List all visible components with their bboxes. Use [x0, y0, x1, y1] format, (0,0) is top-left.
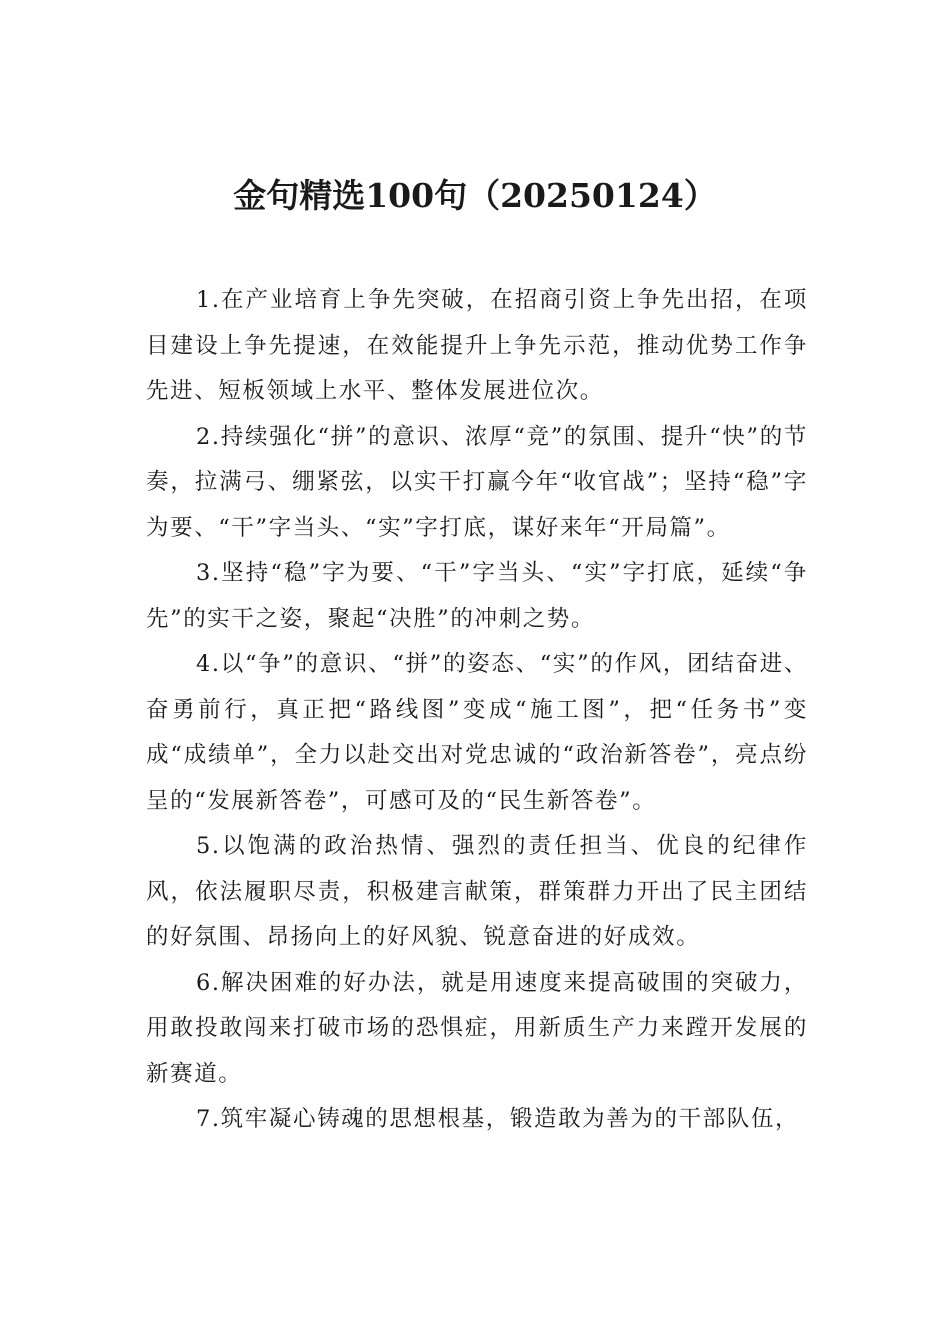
paragraph-3: 3.坚持“稳”字为要、“干”字当头、“实”字打底，延续“争先”的实干之姿，聚起“决胜”的冲刺之势。 [146, 560, 808, 632]
paragraph-6: 6.解决困难的好办法，就是用速度来提高破围的突破力，用敢投敢闯来打破市场的恐惧症，用新质生产力来蹚开发展的新赛道。 [146, 969, 808, 1087]
paragraph-2: 2.持续强化“拼”的意识、浓厚“竞”的氛围、提升“快”的节奏，拉满弓、绷紧弦，以实干打赢今年“收官战”；坚持“稳”字为要、“干”字当头、“实”字打底，谋好来年“开局篇”。 [146, 423, 808, 541]
paragraph-4: 4.以“争”的意识、“拼”的姿态、“实”的作风，团结奋进、奋勇前行，真正把“路线图”变成“施工图”，把“任务书”变成“成绩单”，全力以赴交出对党忠诚的“政治新答卷”，亮点纷呈的“发展新答卷”，可感可及的“民生新答卷”。 [146, 651, 808, 814]
paragraph-5: 5.以饱满的政治热情、强烈的责任担当、优良的纪律作风，依法履职尽责，积极建言献策，群策群力开出了民主团结的好氛围、昂扬向上的好风貌、锐意奋进的好成效。 [146, 833, 808, 950]
paragraph-7: 7.筑牢凝心铸魂的思想根基，锻造敢为善为的干部队伍， [196, 1106, 800, 1132]
document-body [146, 278, 808, 1143]
document-title: 金句精选100句（20250124） [233, 176, 717, 215]
paragraph-1: 1.在产业培育上争先突破，在招商引资上争先出招，在项目建设上争先提速，在效能提升上争先示范，推动优势工作争先进、短板领域上水平、整体发展进位次。 [146, 287, 808, 404]
